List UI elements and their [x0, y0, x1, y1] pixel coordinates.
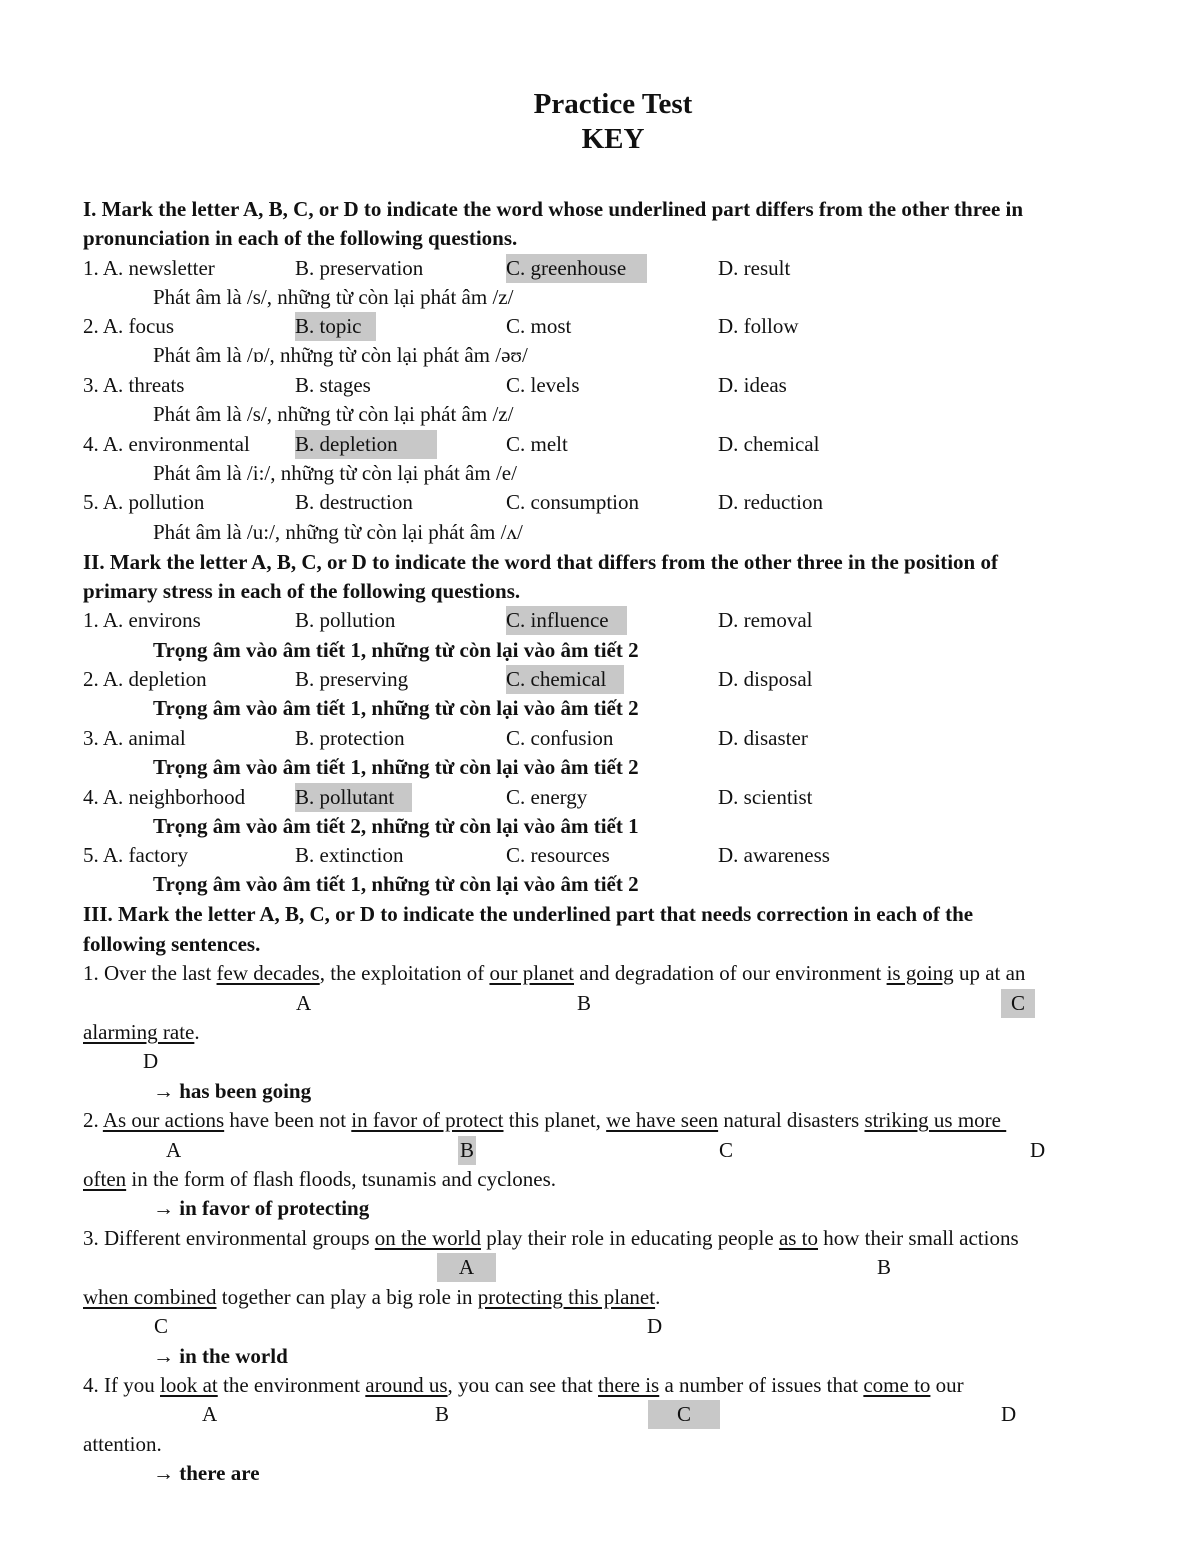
- option-d: D. reduction: [718, 490, 823, 514]
- part-label: D: [1030, 1138, 1046, 1162]
- underlined-part: we have seen: [606, 1108, 719, 1132]
- underlined-part: often: [83, 1167, 127, 1191]
- section-2-heading: II. Mark the letter A, B, C, or D to indicate the word that differs from the other three in the position of: [83, 550, 998, 574]
- option-b: B. preserving: [295, 667, 409, 691]
- underlined-part: few decades: [216, 961, 320, 985]
- option-c: C. most: [506, 314, 572, 338]
- underlined-part: come to: [863, 1373, 931, 1397]
- part-label: B: [577, 991, 592, 1015]
- page-subtitle: KEY: [581, 123, 645, 155]
- answer-note: Phát âm là /u:/, những từ còn lại phát âm /ʌ/: [153, 520, 523, 544]
- correct-option: B. pollutant: [295, 783, 412, 812]
- underlined-part: when combined: [83, 1285, 217, 1309]
- correct-option: 3. A. threats: [83, 373, 185, 397]
- option-d: D. result: [718, 256, 791, 280]
- option-b: B. protection: [295, 726, 405, 750]
- option-d: D. removal: [718, 608, 813, 632]
- underlined-part: as to: [778, 1226, 819, 1250]
- underlined-part: striking us more: [864, 1108, 1007, 1132]
- sentence-line: when combined together can play a big role in protecting this planet.: [83, 1285, 661, 1309]
- section-1-heading: pronunciation in each of the following questions.: [83, 226, 518, 250]
- sentence-line: often in the form of flash floods, tsunamis and cyclones.: [83, 1167, 556, 1191]
- part-label: D: [647, 1314, 663, 1338]
- sentence-line: 2. As our actions have been not in favor of protect this planet, we have seen natural disasters striking us more: [83, 1108, 1007, 1132]
- section-3-heading: III. Mark the letter A, B, C, or D to indicate the underlined part that needs correction in each of the: [83, 902, 974, 926]
- sentence-line: 1. Over the last few decades, the exploitation of our planet and degradation of our environment is going up at an: [83, 961, 1026, 985]
- part-label: A: [166, 1138, 182, 1162]
- answer-note: Phát âm là /s/, những từ còn lại phát âm /z/: [153, 285, 514, 309]
- answer-note: Phát âm là /ɒ/, những từ còn lại phát âm /əʊ/: [153, 343, 528, 367]
- part-label: A: [296, 991, 312, 1015]
- option-c: C. resources: [506, 843, 610, 867]
- part-label: B: [435, 1402, 450, 1426]
- correct-part-label: C: [1001, 989, 1035, 1018]
- correct-part-label: A: [437, 1253, 496, 1282]
- option-b: B. destruction: [295, 490, 413, 514]
- option-b: B. stages: [295, 373, 371, 397]
- correct-option: B. depletion: [295, 430, 437, 459]
- correct-option: C. influence: [506, 606, 627, 635]
- correct-option: 5. A. factory: [83, 843, 188, 867]
- option-d: D. disaster: [718, 726, 808, 750]
- section-1-heading: I. Mark the letter A, B, C, or D to indicate the word whose underlined part differs from the other three in: [83, 197, 1024, 221]
- underlined-part: protecting this planet: [477, 1285, 656, 1309]
- option-d: D. ideas: [718, 373, 787, 397]
- option-c: C. energy: [506, 785, 588, 809]
- underlined-part: in favor of protect: [351, 1108, 504, 1132]
- option-a: 4. A. neighborhood: [83, 785, 246, 809]
- underlined-part: on the world: [374, 1226, 481, 1250]
- answer-note: Trọng âm vào âm tiết 2, những từ còn lại vào âm tiết 1: [153, 814, 639, 838]
- section-3-heading: following sentences.: [83, 932, 261, 956]
- option-d: D. awareness: [718, 843, 830, 867]
- correct-part-label: C: [648, 1400, 720, 1429]
- part-label: C: [154, 1314, 169, 1338]
- correct-option: 5. A. pollution: [83, 490, 205, 514]
- underlined-part: is going: [886, 961, 954, 985]
- option-c: C. levels: [506, 373, 580, 397]
- option-c: C. melt: [506, 432, 568, 456]
- part-label: A: [202, 1402, 218, 1426]
- page-title: Practice Test: [533, 88, 693, 120]
- underlined-part: As our actions: [102, 1108, 225, 1132]
- section-2-heading: primary stress in each of the following questions.: [83, 579, 521, 603]
- option-a: 4. A. environmental: [83, 432, 250, 456]
- option-c: C. confusion: [506, 726, 614, 750]
- sentence-line: 4. If you look at the environment around us, you can see that there is a number of issues that come to our: [83, 1373, 964, 1397]
- answer-note: Phát âm là /i:/, những từ còn lại phát âm /e/: [153, 461, 517, 485]
- option-a: 2. A. focus: [83, 314, 174, 338]
- part-label: D: [143, 1049, 159, 1073]
- correction-answer: → in favor of protecting: [153, 1196, 370, 1220]
- part-label: B: [877, 1255, 892, 1279]
- correct-option: C. chemical: [506, 665, 624, 694]
- sentence-line: alarming rate.: [83, 1020, 200, 1044]
- option-a: 1. A. environs: [83, 608, 201, 632]
- option-a: 2. A. depletion: [83, 667, 207, 691]
- correction-answer: → in the world: [153, 1344, 288, 1368]
- sentence-line: 3. Different environmental groups on the world play their role in educating people as to how their small actions: [83, 1226, 1019, 1250]
- underlined-part: there is: [598, 1373, 660, 1397]
- correct-option: 3. A. animal: [83, 726, 186, 750]
- option-b: B. preservation: [295, 256, 424, 280]
- option-d: D. scientist: [718, 785, 813, 809]
- underlined-part: alarming rate: [83, 1020, 195, 1044]
- option-d: D. chemical: [718, 432, 820, 456]
- sentence-line: attention.: [83, 1432, 162, 1456]
- correction-answer: → there are: [153, 1461, 260, 1485]
- part-label: C: [719, 1138, 734, 1162]
- correction-answer: → has been going: [153, 1079, 312, 1103]
- option-d: D. disposal: [718, 667, 813, 691]
- underlined-part: around us: [365, 1373, 448, 1397]
- answer-note: Trọng âm vào âm tiết 1, những từ còn lại vào âm tiết 2: [153, 638, 639, 662]
- option-d: D. follow: [718, 314, 799, 338]
- answer-note: Phát âm là /s/, những từ còn lại phát âm /z/: [153, 402, 514, 426]
- answer-note: Trọng âm vào âm tiết 1, những từ còn lại vào âm tiết 2: [153, 872, 639, 896]
- option-b: B. extinction: [295, 843, 404, 867]
- correct-part-label: B: [458, 1136, 476, 1165]
- answer-note: Trọng âm vào âm tiết 1, những từ còn lại vào âm tiết 2: [153, 755, 639, 779]
- part-label: D: [1001, 1402, 1017, 1426]
- underlined-part: look at: [160, 1373, 218, 1397]
- option-c: C. consumption: [506, 490, 640, 514]
- answer-note: Trọng âm vào âm tiết 1, những từ còn lại vào âm tiết 2: [153, 696, 639, 720]
- correct-option: C. greenhouse: [506, 254, 647, 283]
- underlined-part: our planet: [489, 961, 575, 985]
- option-b: B. pollution: [295, 608, 396, 632]
- correct-option: B. topic: [295, 312, 376, 341]
- option-a: 1. A. newsletter: [83, 256, 215, 280]
